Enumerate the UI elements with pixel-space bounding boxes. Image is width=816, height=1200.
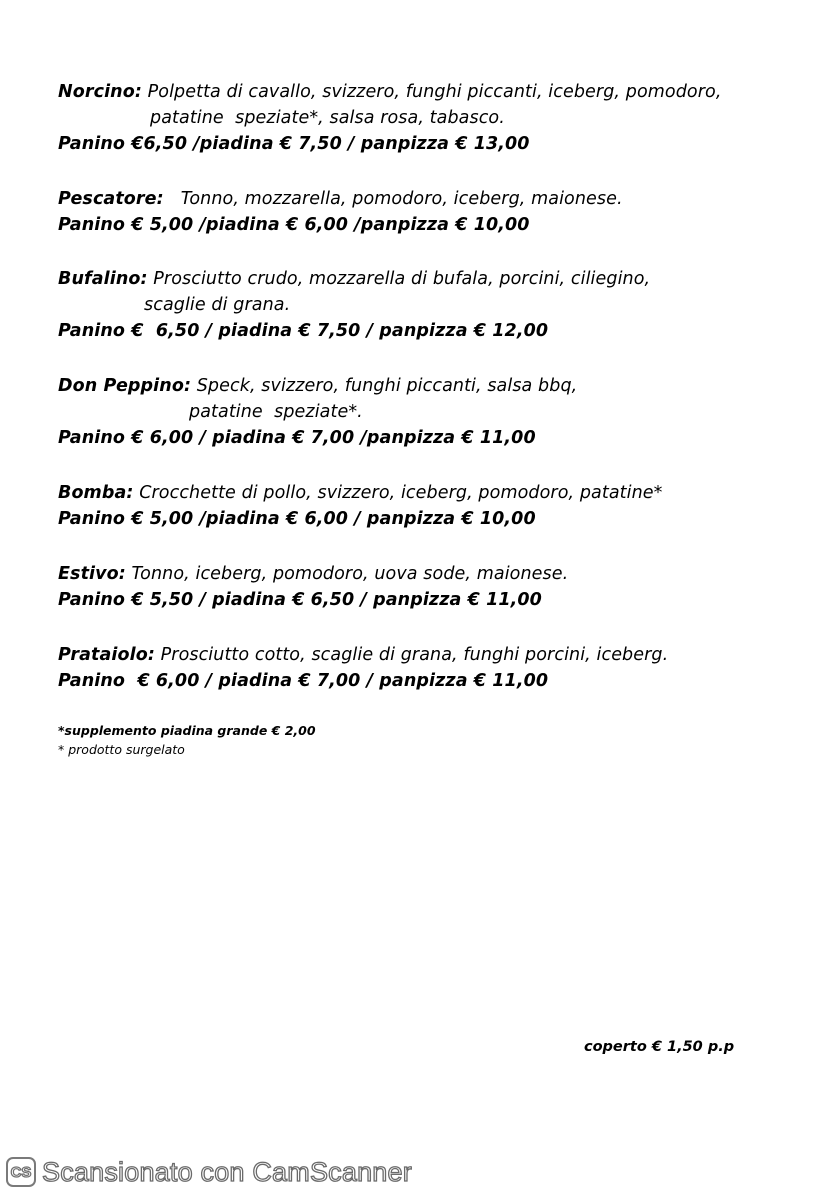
menu-item-prataiolo (58, 642, 668, 694)
footnotes (58, 721, 316, 759)
item-name: Norcino: (58, 82, 142, 102)
item-name: Estivo: (58, 564, 126, 584)
menu-item-estivo (58, 561, 568, 613)
scanner-watermark (6, 1154, 412, 1190)
frozen-note: * prodotto surgelato (58, 742, 185, 757)
item-description-continued: scaglie di grana. (144, 295, 291, 315)
item-name: Bomba: (58, 483, 134, 503)
item-name: Pescatore: (58, 189, 164, 209)
item-name: Don Peppino: (58, 376, 192, 396)
item-price: Panino € 6,50 / piadina € 7,50 / panpizza € 12,00 (58, 321, 549, 341)
menu-item-bomba (58, 480, 663, 532)
item-price: Panino € 6,00 / piadina € 7,00 / panpizza € 11,00 (58, 671, 549, 691)
camscanner-logo-icon: CS (6, 1157, 36, 1187)
item-price: Panino €6,50 /piadina € 7,50 / panpizza € 13,00 (58, 134, 530, 154)
item-description: Crocchette di pollo, svizzero, iceberg, pomodoro, patatine* (133, 483, 663, 503)
item-description-continued: patatine speziate*, salsa rosa, tabasco. (150, 108, 505, 128)
item-description: Prosciutto cotto, scaglie di grana, funghi porcini, iceberg. (154, 645, 669, 665)
item-description: Tonno, mozzarella, pomodoro, iceberg, maionese. (163, 189, 623, 209)
item-price: Panino € 5,50 / piadina € 6,50 / panpizza € 11,00 (58, 590, 542, 610)
item-price: Panino € 5,00 /piadina € 6,00 / panpizza € 10,00 (58, 509, 536, 529)
menu-item-pescatore (58, 186, 623, 238)
watermark-text: Scansionato con CamScanner (42, 1156, 412, 1187)
item-description: Speck, svizzero, funghi piccanti, salsa bbq, (191, 376, 578, 396)
supplement-note: *supplemento piadina grande € 2,00 (58, 723, 316, 738)
menu-item-don-peppino (58, 373, 577, 451)
item-price: Panino € 6,00 / piadina € 7,00 /panpizza € 11,00 (58, 428, 536, 448)
menu-item-bufalino (58, 266, 650, 344)
item-description-continued: patatine speziate*. (189, 402, 363, 422)
item-name: Prataiolo: (58, 645, 155, 665)
menu-item-norcino (58, 79, 722, 157)
item-price: Panino € 5,00 /piadina € 6,00 /panpizza € 10,00 (58, 215, 530, 235)
item-description: Tonno, iceberg, pomodoro, uova sode, maionese. (125, 564, 569, 584)
item-description: Polpetta di cavallo, svizzero, funghi piccanti, iceberg, pomodoro, (141, 82, 722, 102)
item-description: Prosciutto crudo, mozzarella di bufala, porcini, ciliegino, (147, 269, 651, 289)
cover-charge: coperto € 1,50 p.p (584, 1039, 735, 1055)
item-name: Bufalino: (58, 269, 148, 289)
